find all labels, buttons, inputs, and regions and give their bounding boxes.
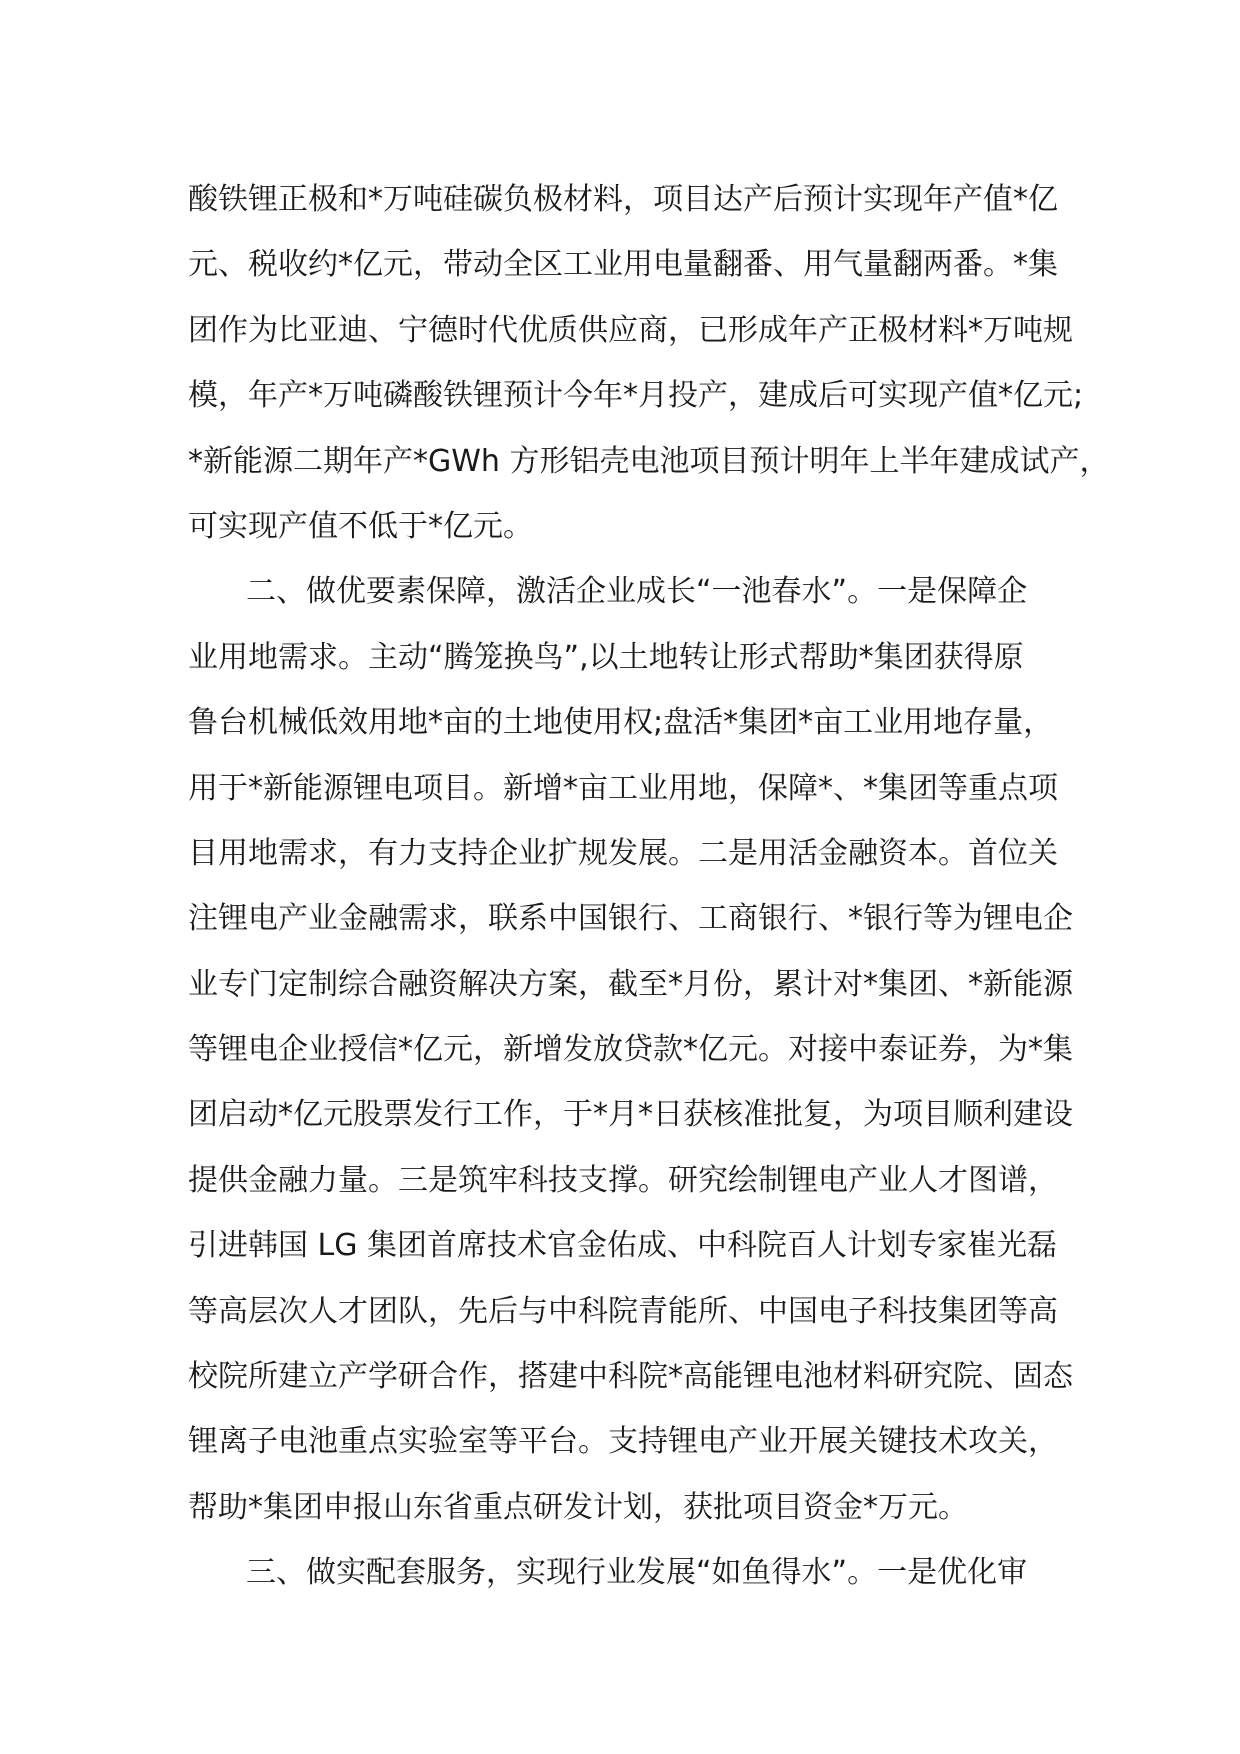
text-line: 元、税收约*亿元，带动全区工业用电量翻番、用气量翻两番。*集 xyxy=(188,247,1058,283)
text-line: *新能源二期年产*GWh 方形铝壳电池项目预计明年上半年建成试产， xyxy=(188,443,1110,479)
text-line: 可实现产值不低于*亿元。 xyxy=(188,508,533,544)
text-line: 目用地需求，有力支持企业扩规发展。二是用活金融资本。首位关 xyxy=(188,835,1058,871)
text-line: 等高层次人才团队，先后与中科院青能所、中国电子科技集团等高 xyxy=(188,1293,1058,1329)
text-line: 酸铁锂正极和*万吨硅碳负极材料，项目达产后预计实现年产值*亿 xyxy=(188,182,1058,217)
text-line: 业专门定制综合融资解决方案，截至*月份，累计对*集团、*新能源 xyxy=(188,966,1073,1002)
text-line: 锂离子电池重点实验室等平台。支持锂电产业开展关键技术攻关， xyxy=(188,1424,1058,1460)
text-line: 引进韩国 LG 集团首席技术官金佑成、中科院百人计划专家崔光磊 xyxy=(188,1228,1058,1264)
text-line: 等锂电企业授信*亿元，新增发放贷款*亿元。对接中泰证券，为*集 xyxy=(188,1032,1073,1068)
text-line: 帮助*集团申报山东省重点研发计划，获批项目资金*万元。 xyxy=(188,1489,968,1525)
text-line: 模，年产*万吨磷酸铁锂预计今年*月投产，建成后可实现产值*亿元; xyxy=(188,378,1084,414)
text-line: 业用地需求。主动“腾笼换鸟”,以土地转让形式帮助*集团获得原 xyxy=(188,639,1024,675)
text-line: 团启动*亿元股票发行工作，于*月*日获核准批复，为项目顺利建设 xyxy=(188,1097,1073,1133)
section-heading-line: 二、做优要素保障，激活企业成长“一池春水”。一是保障企 xyxy=(246,574,1028,610)
text-line: 团作为比亚迪、宁德时代优质供应商，已形成年产正极材料*万吨规 xyxy=(188,312,1073,348)
text-line: 注锂电产业金融需求，联系中国银行、工商银行、*银行等为锂电企 xyxy=(188,901,1073,937)
document-body xyxy=(188,167,1110,1606)
text-line: 校院所建立产学研合作，搭建中科院*高能锂电池材料研究院、固态 xyxy=(188,1359,1073,1395)
section-heading-line: 三、做实配套服务，实现行业发展“如鱼得水”。一是优化审 xyxy=(246,1555,1028,1591)
text-line: 提供金融力量。三是筑牢科技支撑。研究绘制锂电产业人才图谱， xyxy=(188,1162,1058,1198)
text-line: 鲁台机械低效用地*亩的土地使用权;盘活*集团*亩工业用地存量， xyxy=(188,705,1054,741)
text-line: 用于*新能源锂电项目。新增*亩工业用地，保障*、*集团等重点项 xyxy=(188,770,1058,806)
